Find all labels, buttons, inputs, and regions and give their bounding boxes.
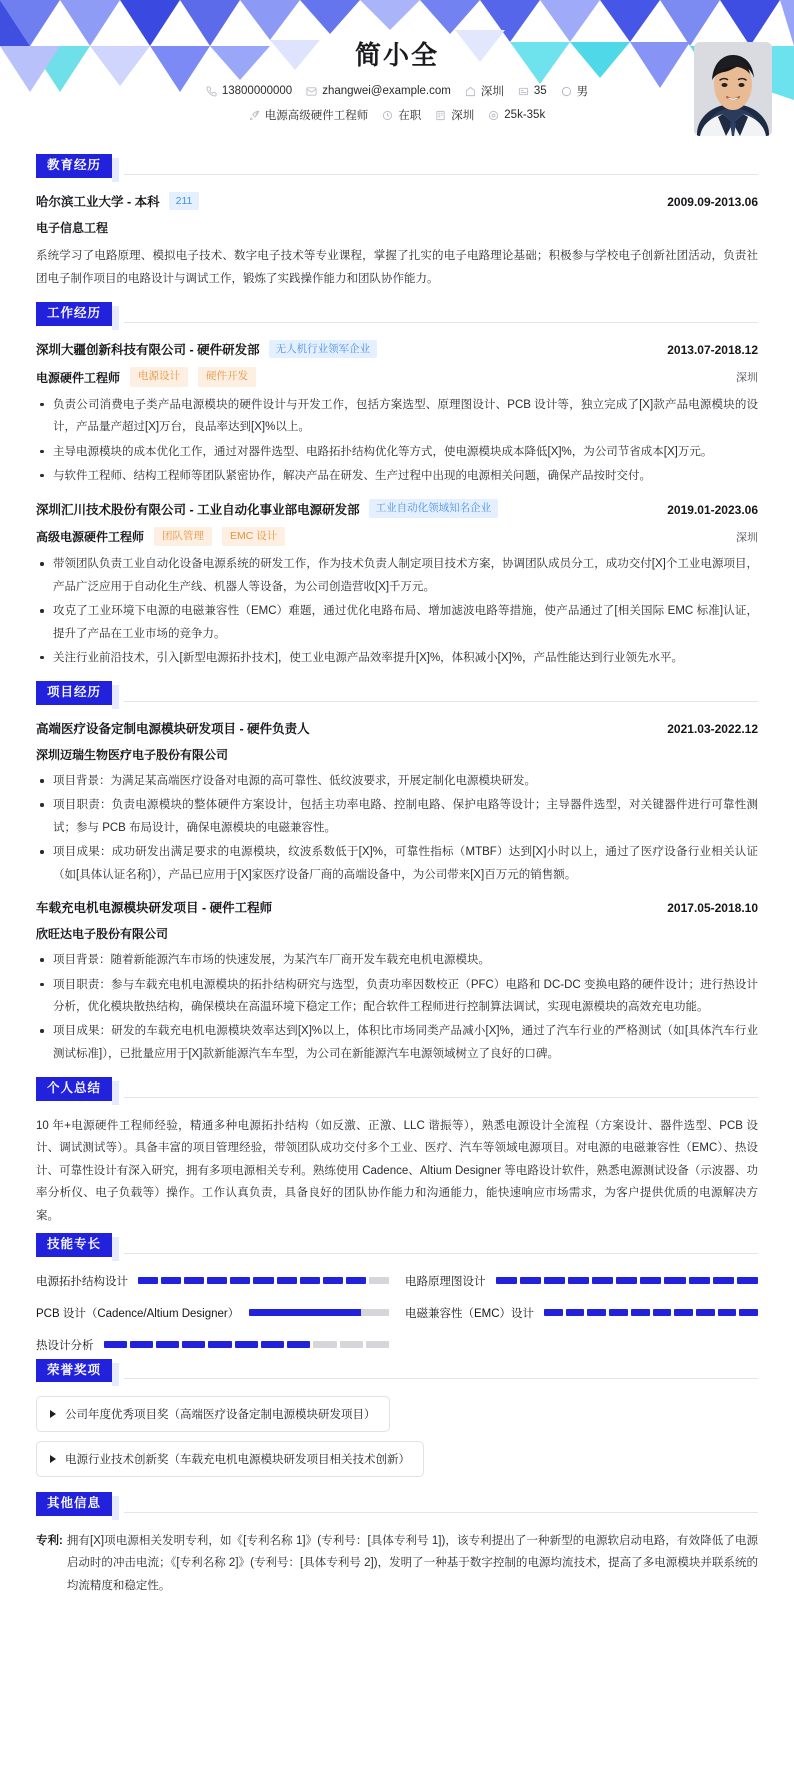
skill-label: 电磁兼容性（EMC）设计 (405, 1307, 535, 1320)
section-header (36, 1359, 758, 1383)
contact-city-text: 深圳 (480, 86, 504, 99)
skill-level-segment (323, 1277, 343, 1284)
section-header (36, 1077, 758, 1101)
education-description: 系统学习了电路原理、模拟电子技术、数字电子技术等专业课程，掌握了扎实的电子电路理论基础；积极参与学校电子创新社团活动，负责社团电子制作项目的电路设计与调试工作，锻炼了实践操作能力和团队协作能力。 (36, 250, 758, 285)
section-divider (124, 1097, 758, 1098)
section-divider (124, 174, 758, 175)
work-entry (36, 499, 758, 669)
status-icon (382, 110, 393, 121)
skill-level-segment (544, 1309, 563, 1316)
skill-item (36, 1305, 389, 1321)
work-role: 电源硬件工程师 (36, 370, 121, 385)
skill-item (36, 1337, 389, 1353)
skill-level-segment (718, 1309, 737, 1316)
skill-level-segment (277, 1277, 297, 1284)
education-entry (36, 192, 758, 291)
skill-level-segment (739, 1309, 758, 1316)
skill-label: 热设计分析 (36, 1339, 94, 1352)
skill-level-segment (568, 1277, 589, 1284)
skill-level-segment (104, 1341, 127, 1348)
section-awards (36, 1359, 758, 1487)
contact-email-text: zhangwei@example.com (322, 85, 451, 98)
work-company-text: 深圳大疆创新科技有限公司 - 硬件研发部 (36, 343, 260, 358)
section-divider (124, 1512, 758, 1513)
work-role-row (36, 527, 758, 546)
section-header (36, 302, 758, 326)
skill-level-segment (208, 1341, 231, 1348)
contact-gender-text: 男 (576, 86, 589, 99)
skill-level-segment (346, 1277, 366, 1284)
skill-level-bar (544, 1309, 758, 1316)
list-item: 项目成果：研发的车载充电机电源模块效率达到[X]%以上，体积比市场同类产品减小[X]%，通过了汽车行业的严格测试（如[具体汽车行业测试标准]），已批量应用于[X]款新能源汽车车型，为公司在新能源汽车电源领域树立了良好的口碑。 (36, 1020, 758, 1065)
list-item: 项目背景：为满足某高端医疗设备对电源的高可靠性、低纹波要求，开展定制化电源模块研发。 (36, 770, 758, 792)
awards-list (36, 1396, 758, 1486)
section-divider (124, 1378, 758, 1379)
section-education (36, 154, 758, 290)
mail-icon (306, 86, 317, 97)
section-title-education: 教育经历 (36, 154, 112, 178)
id-card-icon (518, 86, 529, 97)
work-company-badge: 无人机行业领军企业 (269, 340, 378, 359)
section-title-summary: 个人总结 (36, 1077, 112, 1101)
work-date: 2019.01-2023.06 (667, 502, 758, 517)
contact-age-text: 35 (533, 85, 547, 98)
project-entry (36, 719, 758, 886)
resume-header (0, 0, 794, 148)
section-header (36, 154, 758, 178)
work-location: 深圳 (736, 372, 758, 385)
skill-label: 电路原理图设计 (405, 1275, 486, 1288)
award-text: 公司年度优秀项目奖（高端医疗设备定制电源模块研发项目） (65, 1409, 376, 1422)
skill-level-segment (713, 1277, 734, 1284)
skill-level-segment (156, 1341, 179, 1348)
work-skill-tag: EMC 设计 (222, 527, 285, 546)
skill-level-segment (653, 1309, 672, 1316)
project-company: 深圳迈瑞生物医疗电子股份有限公司 (36, 748, 229, 763)
work-skill-tag: 硬件开发 (198, 367, 256, 386)
work-company (36, 499, 498, 518)
skill-level-bar (138, 1277, 389, 1284)
skill-level-segment (207, 1277, 227, 1284)
work-bullets (36, 553, 758, 669)
job-title-text: 电源高级硬件工程师 (264, 110, 369, 123)
skill-level-segment (340, 1341, 363, 1348)
triangle-right-icon (50, 1410, 56, 1418)
section-other (36, 1492, 758, 1597)
job-meta-row (0, 107, 794, 123)
contact-row (0, 83, 794, 99)
skill-label: 电源拓扑结构设计 (36, 1275, 128, 1288)
section-title-skills: 技能专长 (36, 1233, 112, 1257)
home-icon (465, 86, 476, 97)
project-entry (36, 898, 758, 1065)
list-item: 项目背景：随着新能源汽车市场的快速发展，为某汽车厂商开发车载充电机电源模块。 (36, 949, 758, 971)
gender-icon (561, 86, 572, 97)
skill-level-segment (631, 1309, 650, 1316)
skill-level-segment (366, 1341, 389, 1348)
work-role-left (36, 367, 256, 386)
skill-item (36, 1273, 389, 1289)
rocket-icon (249, 110, 260, 121)
list-item: 项目职责：负责电源模块的整体硬件方案设计，包括主功率电路、控制电路、保护电路等设计；主导器件选型，对关键器件进行可靠性测试；参与 PCB 布局设计，确保电源模块的电磁兼容性。 (36, 794, 758, 839)
skill-level-fill (249, 1309, 361, 1316)
section-header (36, 1233, 758, 1257)
section-header (36, 681, 758, 705)
contact-phone (206, 85, 292, 97)
summary-text: 10 年+电源硬件工程师经验，精通多种电源拓扑结构（如反激、正激、LLC 谐振等），熟悉电源设计全流程（方案设计、器件选型、PCB 设计、调试测试等）。具备丰富的项目管理经验，带领团队成功交付多个工业、医疗、汽车等领域电源项目。对电源的电磁兼容性（EMC）、热设计、可靠性设计有深入研究，拥有多项电源相关专利。熟练使用 Cadence、Altium Designer 等电路设计软件，熟悉电源测试设备（示波器、功率分析仪、电子负载等）操作。工作认真负责，具备良好的团队协作能力和沟通能力，能快速响应市场需求，为客户提供优质的电源解决方案。 (36, 1119, 758, 1222)
work-entry (36, 340, 758, 488)
skill-level-segment (609, 1309, 628, 1316)
skill-level-segment (674, 1309, 693, 1316)
project-bullets (36, 949, 758, 1065)
other-info-label: 专利: (36, 1534, 63, 1547)
work-company-text: 深圳汇川技术股份有限公司 - 工业自动化事业部电源研发部 (36, 502, 360, 517)
skill-level-segment (313, 1341, 336, 1348)
work-role: 高级电源硬件工程师 (36, 530, 145, 545)
skill-label: PCB 设计（Cadence/Altium Designer） (36, 1307, 240, 1320)
section-divider (124, 322, 758, 323)
contact-phone-text: 13800000000 (221, 85, 293, 98)
award-item (36, 1441, 424, 1477)
skill-level-segment (235, 1341, 258, 1348)
project-name (36, 719, 310, 737)
section-title-work: 工作经历 (36, 302, 112, 326)
skill-level-segment (253, 1277, 273, 1284)
skill-level-segment (184, 1277, 204, 1284)
skill-level-bar (496, 1277, 759, 1284)
project-company: 欣旺达电子股份有限公司 (36, 927, 169, 942)
skill-level-segment (230, 1277, 250, 1284)
section-divider (124, 1253, 758, 1254)
list-item: 攻克了工业环境下电源的电磁兼容性（EMC）难题，通过优化电路布局、增加滤波电路等措施，使产品通过了[相关国际 EMC 标准]认证，提升了产品在工业市场的竞争力。 (36, 600, 758, 645)
list-item: 项目职责：参与车载充电机电源模块的拓扑结构研究与选型，负责功率因数校正（PFC）电路和 DC-DC 变换电路的硬件设计；进行热设计分析，优化模块散热结构，确保模块在高温环境下稳定工作；配合软件工程师进行控制算法调试，实现电源模块的高效充电功能。 (36, 974, 758, 1019)
education-badge: 211 (169, 192, 200, 211)
avatar (694, 42, 772, 136)
list-item: 带领团队负责工业自动化设备电源系统的研发工作，作为技术负责人制定项目技术方案，协调团队成员分工，成功交付[X]个工业电源项目，产品广泛应用于自动化生产线、机器人等设备，为公司创造营收[X]千万元。 (36, 553, 758, 598)
education-date: 2009.09-2013.06 (667, 194, 758, 209)
section-title-other: 其他信息 (36, 1492, 112, 1516)
work-skill-tag: 团队管理 (154, 527, 212, 546)
work-location: 深圳 (736, 531, 758, 544)
job-city-item (435, 107, 474, 123)
skill-level-segment (587, 1309, 606, 1316)
contact-email (306, 85, 451, 97)
building-icon (435, 110, 446, 121)
list-item: 与软件工程师、结构工程师等团队紧密协作，解决产品在研发、生产过程中出现的电源相关问题，确保产品按时交付。 (36, 465, 758, 487)
page-title: 简小全 (354, 40, 439, 70)
section-divider (124, 701, 758, 702)
skill-level-segment (520, 1277, 541, 1284)
job-status-item (382, 107, 421, 123)
section-project (36, 681, 758, 1065)
entry-top (36, 340, 758, 359)
job-title-item (249, 107, 369, 123)
education-school-text: 哈尔滨工业大学 - 本科 (36, 194, 160, 209)
job-salary-text: 25k-35k (504, 109, 546, 122)
skill-level-segment (640, 1277, 661, 1284)
work-date: 2013.07-2018.12 (667, 343, 758, 358)
skill-level-segment (566, 1309, 585, 1316)
project-name-text: 高端医疗设备定制电源模块研发项目 - 硬件负责人 (36, 722, 310, 737)
avatar-photo (694, 42, 772, 136)
skill-level-segment (664, 1277, 685, 1284)
skill-level-segment (544, 1277, 565, 1284)
section-title-project: 项目经历 (36, 681, 112, 705)
section-work (36, 302, 758, 669)
skill-level-bar (104, 1341, 390, 1348)
award-text: 电源行业技术创新奖（车载充电机电源模块研发项目相关技术创新） (65, 1454, 410, 1467)
project-name-text: 车载充电机电源模块研发项目 - 硬件工程师 (36, 901, 273, 916)
job-status-text: 在职 (398, 110, 422, 123)
list-item: 项目成果：成功研发出满足要求的电源模块，纹波系数低于[X]%，可靠性指标（MTBF）达到[X]小时以上，通过了医疗设备行业相关认证（如[具体认证名称]），产品已应用于[X]家医疗设备厂商的高端设备中，为公司带来[X]百万元的销售额。 (36, 841, 758, 886)
section-header (36, 1492, 758, 1516)
entry-top (36, 192, 758, 211)
skill-level-segment (287, 1341, 310, 1348)
list-item: 关注行业前沿技术，引入[新型电源拓扑技术]，使工业电源产品效率提升[X]%，体积减小[X]%，产品性能达到行业领先水平。 (36, 647, 758, 669)
work-company-badge: 工业自动化领域知名企业 (369, 499, 499, 518)
skill-level-segment (696, 1309, 715, 1316)
resume-body (0, 154, 794, 1627)
contact-age (518, 85, 547, 97)
skill-level-segment (182, 1341, 205, 1348)
skill-level-segment (130, 1341, 153, 1348)
education-major: 电子信息工程 (36, 221, 109, 236)
triangle-right-icon (50, 1455, 56, 1463)
section-title-awards: 荣誉奖项 (36, 1359, 112, 1383)
skills-grid (36, 1271, 758, 1353)
work-role-left (36, 527, 285, 546)
project-bullets (36, 770, 758, 886)
work-role-row (36, 367, 758, 386)
skill-level-segment (689, 1277, 710, 1284)
entry-top (36, 499, 758, 518)
project-date: 2017.05-2018.10 (667, 901, 758, 916)
work-company (36, 340, 377, 359)
list-item: 主导电源模块的成本优化工作，通过对器件选型、电路拓扑结构优化等方式，使电源模块成本降低[X]%，为公司节省成本[X]万元。 (36, 441, 758, 463)
contact-city (465, 83, 504, 99)
work-bullets (36, 394, 758, 488)
skill-level-bar (249, 1309, 389, 1316)
skill-level-segment (261, 1341, 284, 1348)
skill-level-segment (616, 1277, 637, 1284)
skill-level-segment (161, 1277, 181, 1284)
contact-gender (561, 83, 589, 99)
skill-level-segment (737, 1277, 758, 1284)
skill-level-segment (138, 1277, 158, 1284)
entry-top (36, 719, 758, 737)
project-name (36, 898, 272, 916)
entry-top (36, 898, 758, 916)
skill-level-segment (496, 1277, 517, 1284)
award-item (36, 1396, 390, 1432)
work-skill-tag: 电源设计 (130, 367, 188, 386)
skill-level-segment (369, 1277, 389, 1284)
education-school (36, 192, 199, 211)
job-city-text: 深圳 (451, 110, 475, 123)
project-date: 2021.03-2022.12 (667, 722, 758, 737)
other-info-row (36, 1530, 758, 1597)
section-summary (36, 1077, 758, 1227)
job-salary-item (488, 109, 545, 121)
section-skills (36, 1233, 758, 1353)
salary-icon (488, 110, 499, 121)
skill-level-segment (300, 1277, 320, 1284)
other-info-text: 拥有[X]项电源相关发明专利，如《[专利名称 1]》(专利号：[具体专利号 1])，该专利提出了一种新型的电源软启动电路，有效降低了电源启动时的冲击电流；《[专利名称 2]》(专利号：[具体专利号 2])，发明了一种基于数字控制的电源均流技术，提高了多电源模块并联系统的均流精度和稳定性。 (66, 1534, 758, 1592)
list-item: 负责公司消费电子类产品电源模块的硬件设计与开发工作，包括方案选型、原理图设计、PCB 设计等，独立完成了[X]款产品电源模块的设计，产品量产超过[X]万台，良品率达到[X]%以上。 (36, 394, 758, 439)
phone-icon (206, 86, 217, 97)
skill-item (405, 1305, 758, 1321)
skill-item (405, 1273, 758, 1289)
skill-level-segment (592, 1277, 613, 1284)
